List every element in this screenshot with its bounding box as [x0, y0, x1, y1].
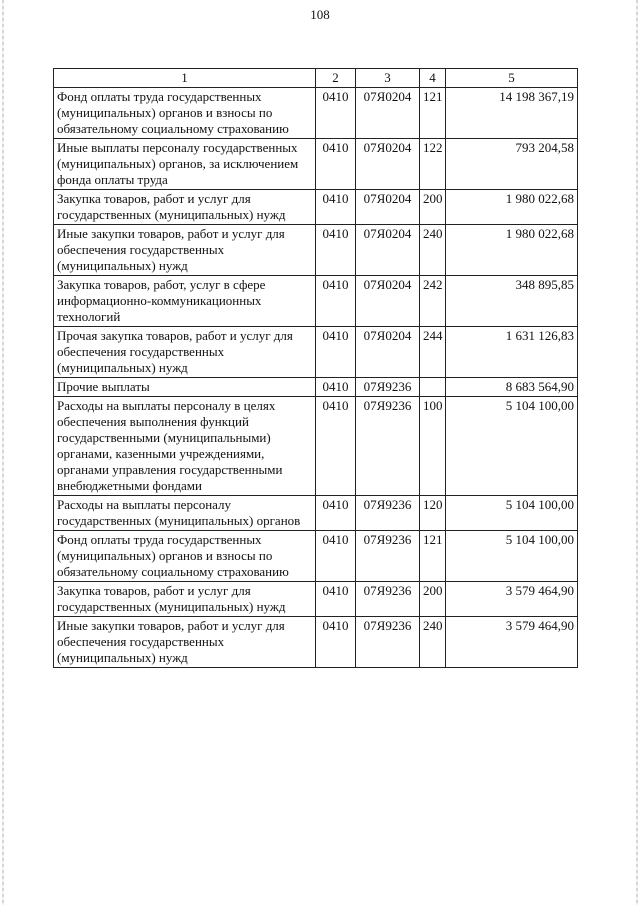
table-row	[54, 531, 578, 582]
table-row	[54, 496, 578, 531]
row-kind: 244	[420, 327, 446, 378]
row-target: 07Я0204	[356, 276, 420, 327]
row-target: 07Я0204	[356, 327, 420, 378]
row-name: Иные закупки товаров, работ и услуг для обеспечения государственных (муниципальных) нужд	[54, 225, 316, 276]
table-row	[54, 88, 578, 139]
row-amount: 1 631 126,83	[446, 327, 578, 378]
header-col-2: 2	[316, 69, 356, 88]
row-section: 0410	[316, 190, 356, 225]
row-amount: 1 980 022,68	[446, 190, 578, 225]
row-kind	[420, 378, 446, 397]
row-target: 07Я0204	[356, 225, 420, 276]
row-amount: 5 104 100,00	[446, 531, 578, 582]
row-amount: 793 204,58	[446, 139, 578, 190]
row-name: Закупка товаров, работ и услуг для государственных (муниципальных) нужд	[54, 582, 316, 617]
scan-edge-right	[636, 0, 638, 905]
row-kind: 100	[420, 397, 446, 496]
table-row	[54, 378, 578, 397]
page-number: 108	[310, 7, 330, 22]
row-section: 0410	[316, 378, 356, 397]
row-name: Расходы на выплаты персоналу государственных (муниципальных) органов	[54, 496, 316, 531]
header-col-1: 1	[54, 69, 316, 88]
row-amount: 8 683 564,90	[446, 378, 578, 397]
row-kind: 200	[420, 190, 446, 225]
table-row	[54, 582, 578, 617]
row-kind: 122	[420, 139, 446, 190]
row-target: 07Я9236	[356, 531, 420, 582]
row-name: Фонд оплаты труда государственных (муниципальных) органов и взносы по обязательному социальному страхованию	[54, 88, 316, 139]
row-target: 07Я9236	[356, 378, 420, 397]
row-amount: 1 980 022,68	[446, 225, 578, 276]
row-target: 07Я0204	[356, 190, 420, 225]
row-kind: 120	[420, 496, 446, 531]
row-section: 0410	[316, 139, 356, 190]
table-row	[54, 276, 578, 327]
row-section: 0410	[316, 327, 356, 378]
row-target: 07Я9236	[356, 582, 420, 617]
row-section: 0410	[316, 496, 356, 531]
row-target: 07Я9236	[356, 496, 420, 531]
row-amount: 3 579 464,90	[446, 617, 578, 668]
row-target: 07Я9236	[356, 397, 420, 496]
table-row	[54, 327, 578, 378]
table-row	[54, 397, 578, 496]
row-target: 07Я9236	[356, 617, 420, 668]
row-amount: 5 104 100,00	[446, 496, 578, 531]
row-amount: 5 104 100,00	[446, 397, 578, 496]
row-section: 0410	[316, 88, 356, 139]
row-name: Фонд оплаты труда государственных (муниципальных) органов и взносы по обязательному социальному страхованию	[54, 531, 316, 582]
table-row	[54, 225, 578, 276]
row-kind: 242	[420, 276, 446, 327]
scan-edge-left	[2, 0, 4, 905]
row-name: Расходы на выплаты персоналу в целях обеспечения выполнения функций государственными (муниципальными) органами, казенными учреждениями, органами управления государственными внебюджетными фондами	[54, 397, 316, 496]
row-target: 07Я0204	[356, 139, 420, 190]
row-amount: 348 895,85	[446, 276, 578, 327]
row-kind: 240	[420, 617, 446, 668]
header-col-3: 3	[356, 69, 420, 88]
row-name: Прочие выплаты	[54, 378, 316, 397]
row-section: 0410	[316, 617, 356, 668]
row-kind: 240	[420, 225, 446, 276]
row-name: Закупка товаров, работ, услуг в сфере информационно-коммуникационных технологий	[54, 276, 316, 327]
header-col-4: 4	[420, 69, 446, 88]
row-kind: 121	[420, 88, 446, 139]
row-section: 0410	[316, 225, 356, 276]
table-row	[54, 139, 578, 190]
row-section: 0410	[316, 276, 356, 327]
row-name: Закупка товаров, работ и услуг для государственных (муниципальных) нужд	[54, 190, 316, 225]
row-name: Иные закупки товаров, работ и услуг для обеспечения государственных (муниципальных) нужд	[54, 617, 316, 668]
row-section: 0410	[316, 531, 356, 582]
row-name: Иные выплаты персоналу государственных (муниципальных) органов, за исключением фонда оплаты труда	[54, 139, 316, 190]
row-kind: 200	[420, 582, 446, 617]
row-section: 0410	[316, 582, 356, 617]
table-header-row	[54, 69, 578, 88]
row-amount: 14 198 367,19	[446, 88, 578, 139]
row-section: 0410	[316, 397, 356, 496]
table-row	[54, 617, 578, 668]
table-row	[54, 190, 578, 225]
header-col-5: 5	[446, 69, 578, 88]
row-target: 07Я0204	[356, 88, 420, 139]
row-kind: 121	[420, 531, 446, 582]
budget-table	[53, 68, 578, 668]
row-amount: 3 579 464,90	[446, 582, 578, 617]
row-name: Прочая закупка товаров, работ и услуг для обеспечения государственных (муниципальных) нужд	[54, 327, 316, 378]
